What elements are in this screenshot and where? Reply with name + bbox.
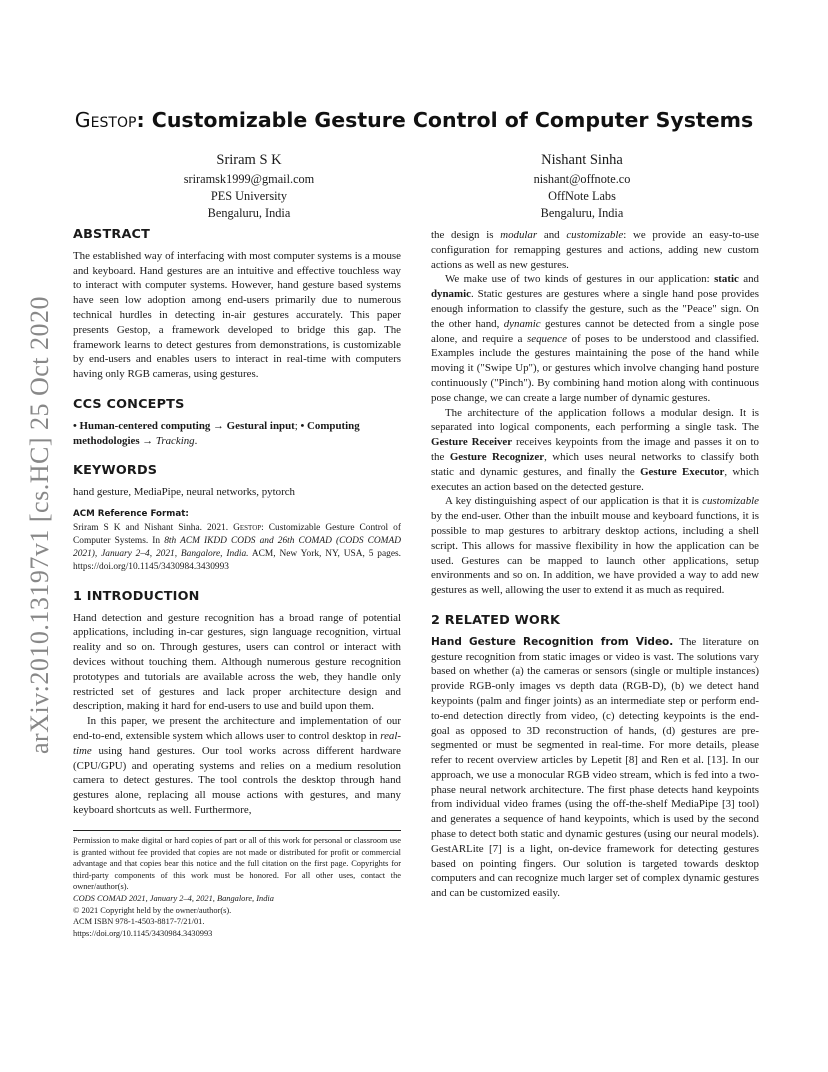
keywords-text: hand gesture, MediaPipe, neural networks, pytorch bbox=[73, 486, 295, 499]
ccs-end: . bbox=[194, 434, 198, 447]
italic-sequence: sequence bbox=[527, 332, 567, 345]
related-work-subheading: Hand Gesture Recognition from Video. bbox=[431, 635, 674, 648]
copyright-footnote bbox=[73, 830, 401, 939]
author-affiliation: OffNote Labs bbox=[548, 189, 616, 203]
ccs-term-4: Tracking bbox=[155, 434, 195, 447]
text-span: The architecture of the application follows a modular design. It is separated into logical components, each performing a single task. The bbox=[431, 406, 759, 434]
acm-reference-heading: ACM Reference Format: bbox=[73, 508, 189, 519]
doi-line: https://doi.org/10.1145/3430984.3430993 bbox=[73, 928, 213, 938]
italic-dynamic: dynamic bbox=[503, 317, 541, 330]
text-span: The literature on gesture recognition from static images or video is vast. The solutions vary based on whether (a) the cameras or sensors (single or multiple instances) provide RGB-only images vs depth data (RGB-D), (b) we detect hand keypoints (palm and finger joints) as an intermediate step or perform end-to-end detection directly from video, (c) detecting keypoints is the end-goal as opposed to 3D reconstruction of hands, (d) gestures are pre-segmented or must be segmented in real-time. For more details, please refer to recent overview articles by Lepetit [8] and Ren et al. [13]. In our approach, we use a monocular RGB video stream, which is fed into a two-phase neural network architecture. The first phase detects hand keypoints from individual video frames (using the off-the-shelf MediaPipe [3] tool) and generates a sequence of hand keypoints, which is used by the second phase to detect both static and dynamic gestures (using our neural models). GestARLite [7] is a light, on-device framework for detecting gestures based on pointing fingers. Our solution is targeted towards desktop computers and can recognize much larger set of complex dynamic gestures and can be customized easily. bbox=[431, 635, 759, 900]
ccs-heading: CCS CONCEPTS bbox=[73, 396, 185, 412]
right-column bbox=[431, 228, 759, 901]
isbn-line: ACM ISBN 978-1-4503-8817-7/21/01. bbox=[73, 917, 205, 927]
author-block-2 bbox=[452, 150, 712, 222]
title-rest: : Customizable Gesture Control of Computer Systems bbox=[136, 108, 754, 132]
italic-customizable: customizable bbox=[566, 229, 624, 241]
keywords-heading: KEYWORDS bbox=[73, 463, 158, 479]
italic-customizable: customizable bbox=[702, 495, 759, 508]
gesture-kinds-paragraph bbox=[431, 272, 759, 405]
author-name: Nishant Sinha bbox=[541, 152, 623, 168]
intro-p2-part-b: using hand gestures. Our tool works across different hardware (CPU/GPU) and operating systems and relies on a medium resolution camera to detect gestures. The tool controls the desktop through hand gestures alone, replacing all mouse actions with gestures, and many keyboard shortcuts as well. Furthermore, bbox=[73, 744, 401, 816]
reference-authors: Sriram S K and Nishant Sinha. 2021. bbox=[73, 522, 234, 533]
author-email: sriramsk1999@gmail.com bbox=[183, 172, 315, 186]
text-span: and bbox=[738, 273, 759, 286]
author-email: nishant@offnote.co bbox=[533, 172, 631, 186]
author-block-1 bbox=[119, 150, 379, 222]
related-work-paragraph bbox=[431, 635, 759, 901]
text-span: and bbox=[537, 229, 567, 241]
text-span: receives keypoints from the image and passes it on to the bbox=[431, 436, 759, 463]
bold-dynamic: dynamic bbox=[431, 288, 471, 301]
author-affiliation: PES University bbox=[210, 189, 288, 203]
author-name: Sriram S K bbox=[216, 152, 282, 168]
ccs-separator: ; bbox=[294, 419, 301, 432]
ccs-term-1: • Human-centered computing bbox=[73, 419, 211, 432]
intro-heading: 1 INTRODUCTION bbox=[73, 588, 200, 604]
related-work-heading: 2 RELATED WORK bbox=[431, 612, 561, 628]
arxiv-id: arXiv:2010.13197v1 [cs.HC] 25 Oct 2020 bbox=[25, 295, 54, 755]
ccs-term-3: • Computing methodologies bbox=[73, 419, 360, 447]
title-system-name: Gestop bbox=[74, 108, 137, 132]
customizable-paragraph bbox=[431, 494, 759, 598]
intro-paragraph-1: Hand detection and gesture recognition has a broad range of potential applications, including in-car gestures, sign language recognition, virtual reality and so on. Through gestures, users can control or interact with devices without touching them. Although numerous gesture recognition prototypes and tutorials are available across the web, they handle only restricted set of gestures and lack proper architecture design and description, making it hard for end-users to use and build upon them. bbox=[73, 611, 401, 713]
text-span: the design is bbox=[431, 229, 501, 241]
bold-static: static bbox=[714, 273, 739, 286]
text-span: A key distinguishing aspect of our application is that it is bbox=[445, 495, 703, 508]
text-span: : we provide an easy-to-use configuration for remapping gestures and actions, adding new custom actions as well as new gestures. bbox=[431, 229, 759, 271]
bold-gesture-executor: Gesture Executor bbox=[640, 465, 725, 478]
text-span: . Static gestures are gestures where a single hand pose provides enough information to classify the gesture, such as the "Peace" sign. On the other hand, bbox=[431, 288, 759, 330]
reference-system-name: Gestop bbox=[233, 522, 262, 533]
abstract-text: The established way of interfacing with most computer systems is a mouse and keyboard. Hand gestures are an intuitive and effective touchless way to interact with computer systems. However, hand gesture based systems have seen low adoption among end-users primarily due to numerous technical hurdles in detecting in-air gestures accurately. This paper presents Gestop, a framework developed to bridge this gap. The framework learns to detect gestures from demonstrations, is customizable by end-users and enables users to interact in real-time with computers having only RGB cameras, using gestures. bbox=[73, 249, 401, 381]
text-span: of poses to be understood and classified. Examples include the gestures maintaining the pose of the hand while moving it ("Swipe Up"), or gestures which involve changing hand posture continuously ("Pinch"). By combining hand motion along with continuous pose change, we can create a large number of dynamic gestures. bbox=[431, 332, 760, 404]
italic-modular: modular bbox=[500, 229, 538, 241]
text-span: by the end-user. Other than the inbuilt mouse and keyboard functions, it is possible to map gestures to arbitrary desktop actions, including a shell script. This allows for massive flexibility in how the application can be used. Gestures can be mapped to launch other applications, setup environments and so on. In addition, we have provided a way to add new gestures as well, allowing the user to extend it as much as required. bbox=[431, 510, 759, 597]
paper-title bbox=[0, 108, 828, 132]
author-location: Bengaluru, India bbox=[207, 206, 291, 220]
bold-gesture-recognizer: Gesture Recognizer bbox=[449, 450, 545, 463]
acm-reference-text bbox=[73, 522, 401, 574]
intro-paragraph-2 bbox=[73, 714, 401, 818]
reference-title: : Customizable Gesture Control of Computer Systems. In bbox=[73, 522, 401, 546]
left-column bbox=[73, 228, 401, 818]
venue-line: CODS COMAD 2021, January 2–4, 2021, Bangalore, India bbox=[73, 893, 274, 903]
author-location: Bengaluru, India bbox=[540, 206, 624, 220]
text-span: , which uses neural networks to classify both static and dynamic gestures, and finally the bbox=[431, 450, 760, 478]
ccs-text bbox=[73, 419, 401, 449]
intro-continued bbox=[431, 228, 759, 272]
text-span: We make use of two kinds of gestures in our application: bbox=[445, 273, 715, 286]
ccs-term-2: Gestural input bbox=[226, 419, 295, 432]
intro-p2-italic: real-time bbox=[73, 729, 401, 757]
ccs-arrow: → bbox=[210, 419, 227, 432]
intro-p2-part-a: In this paper, we present the architecture and implementation of our end-to-end, extensible system which allows user to control desktop in bbox=[73, 715, 401, 742]
abstract-heading: ABSTRACT bbox=[73, 227, 151, 242]
reference-venue: 8th ACM IKDD CODS and 26th COMAD (CODS COMAD 2021), January 2–4, 2021, Bangalore, India. bbox=[73, 535, 401, 559]
bold-gesture-receiver: Gesture Receiver bbox=[431, 436, 513, 449]
reference-publisher: ACM, New York, NY, USA, 5 pages. https://doi.org/10.1145/3430984.3430993 bbox=[73, 548, 401, 572]
arxiv-watermark bbox=[20, 290, 60, 760]
architecture-paragraph bbox=[431, 406, 759, 495]
ccs-arrow: → bbox=[139, 434, 156, 447]
text-span: , which executes an action based on the detected gesture. bbox=[431, 465, 760, 493]
permission-text: Permission to make digital or hard copies of part or all of this work for personal or classroom use is granted without fee provided that copies are not made or distributed for profit or commercial advantage and that copies bear this notice and the full citation on the first page. Copyrights for third-party components of this work must be honored. For all other uses, contact the owner/author(s). bbox=[73, 836, 401, 892]
text-span: gestures cannot be detected from a single pose alone, and require a bbox=[431, 317, 759, 345]
copyright-line: © 2021 Copyright held by the owner/author(s). bbox=[73, 905, 232, 915]
